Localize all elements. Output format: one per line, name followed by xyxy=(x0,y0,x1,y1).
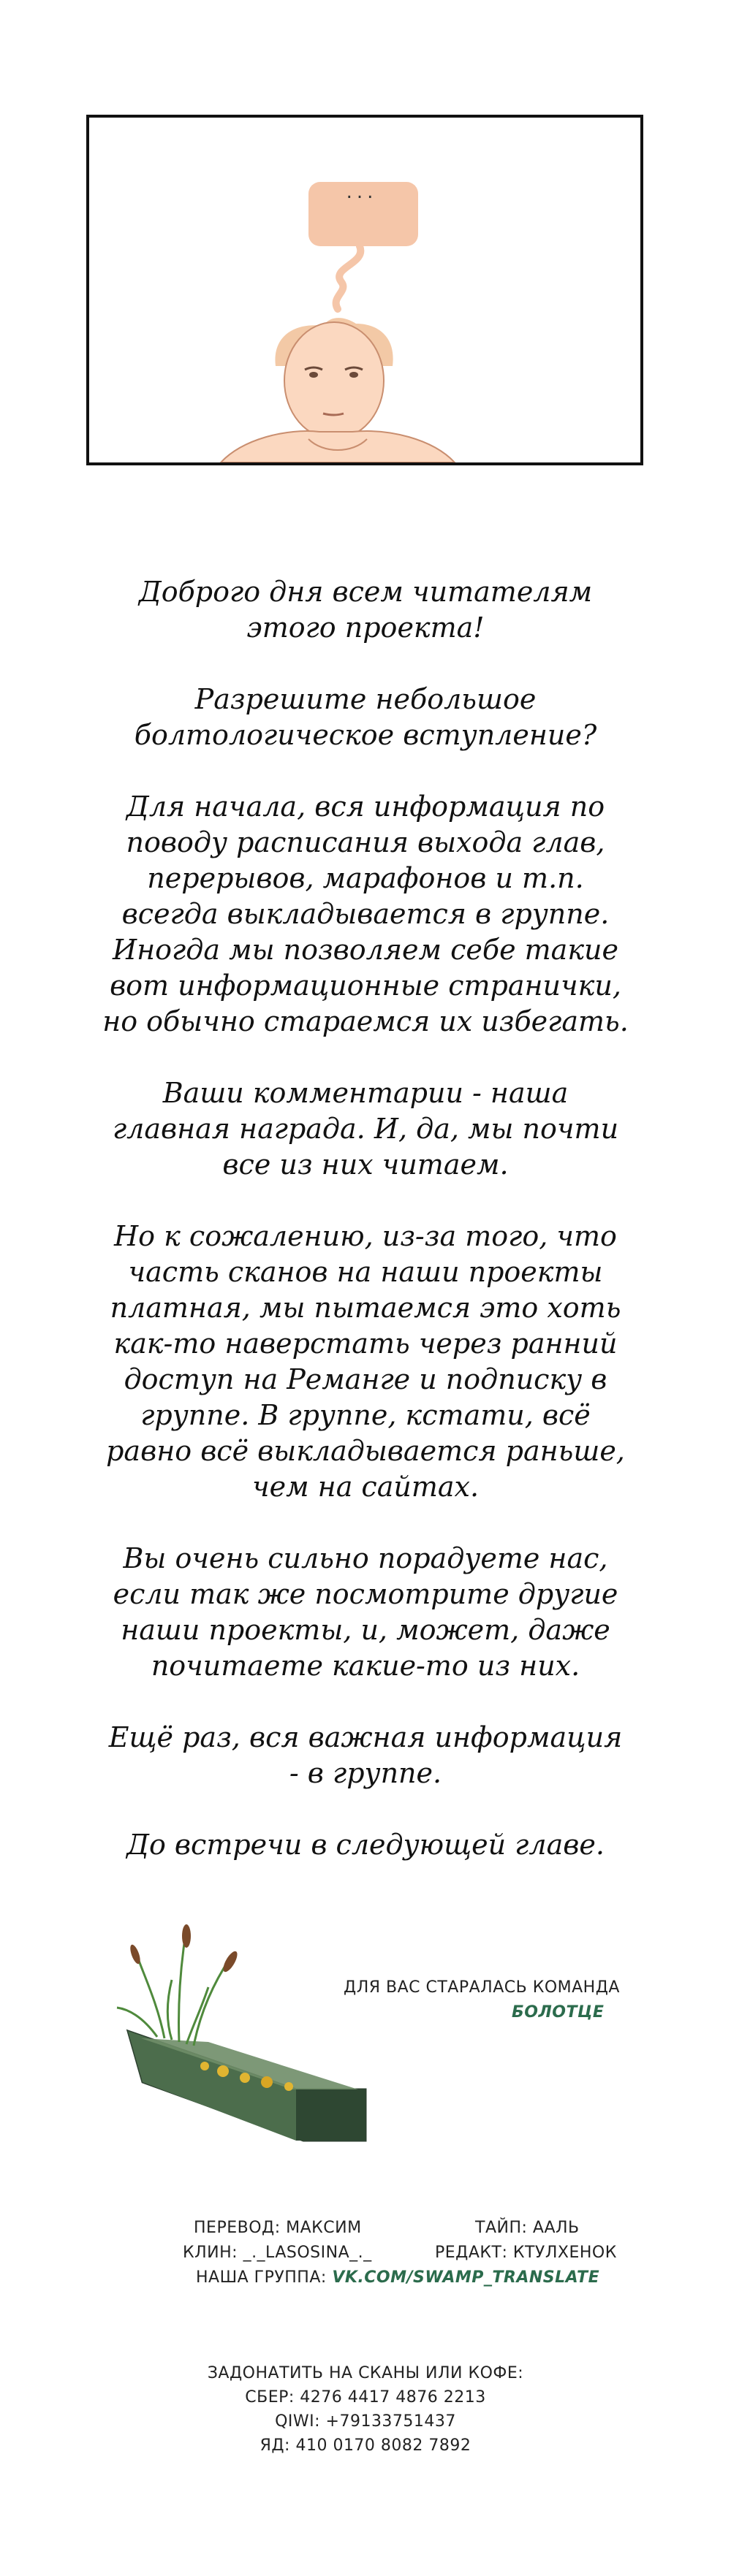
donate-sber: СБЕР: 4276 4417 4876 2213 xyxy=(245,2388,486,2407)
credit-cleaning: КЛИН: _._LASOSINA_._ xyxy=(183,2244,372,2262)
intro-paragraph: Ваши комментарии - наша главная награда. И, да, мы почти все из них читаем. xyxy=(112,1077,619,1181)
swamp-coffin-logo xyxy=(113,1921,384,2155)
intro-paragraph: Для начала, вся информация по поводу расписания выхода глав, перерывов, марафонов и т.п. всегда выкладывается в группе. Иногда мы позволяем себе такие вот информационные странички, но обычно стараемся их избегать. xyxy=(102,790,629,1037)
credit-editing: РЕДАКТ: КТУЛХЕНОК xyxy=(435,2244,617,2262)
intro-paragraph: Доброго дня всем читателям этого проекта! xyxy=(138,576,593,644)
comic-illustration xyxy=(89,118,640,462)
intro-paragraph: Ещё раз, вся важная информация - в группе. xyxy=(108,1721,623,1789)
team-caption: ДЛЯ ВАС СТАРАЛАСЬ КОМАНДА xyxy=(344,1978,620,1997)
group-link[interactable]: VK.COM/SWAMP_TRANSLATE xyxy=(332,2268,600,2287)
team-name: БОЛОТЦЕ xyxy=(512,2003,605,2021)
credit-typesetting: ТАЙП: ААЛЬ xyxy=(475,2219,580,2237)
credit-translation: ПЕРЕВОД: МАКСИМ xyxy=(194,2219,362,2237)
group-label: НАША ГРУППА: xyxy=(196,2268,327,2287)
intro-paragraph: Но к сожалению, из-за того, что часть сканов на наши проекты платная, мы пытаемся это хоть как-то наверстать через ранний доступ на Реманге и подписку в группе. В группе, кстати, всё равно всё выкладывается раньше, чем на сайтах. xyxy=(106,1220,625,1503)
donate-qiwi: QIWI: +79133751437 xyxy=(275,2412,456,2431)
intro-paragraph: До встречи в следующей главе. xyxy=(126,1829,605,1861)
donate-block xyxy=(146,2361,585,2458)
intro-text xyxy=(102,574,629,1899)
donate-yad: ЯД: 410 0170 8082 7892 xyxy=(260,2436,471,2455)
speech-bubble-text: ... xyxy=(346,181,378,203)
intro-paragraph: Вы очень сильно порадуете нас, если так же посмотрите другие наши проекты, и, может, даже почитаете какие-то из них. xyxy=(113,1542,618,1682)
donate-title: ЗАДОНАТИТЬ НА СКАНЫ ИЛИ КОФЕ: xyxy=(207,2364,524,2382)
intro-paragraph: Разрешите небольшое болтологическое вступление? xyxy=(134,683,597,751)
group-line xyxy=(196,2268,599,2287)
comic-panel xyxy=(86,115,643,465)
